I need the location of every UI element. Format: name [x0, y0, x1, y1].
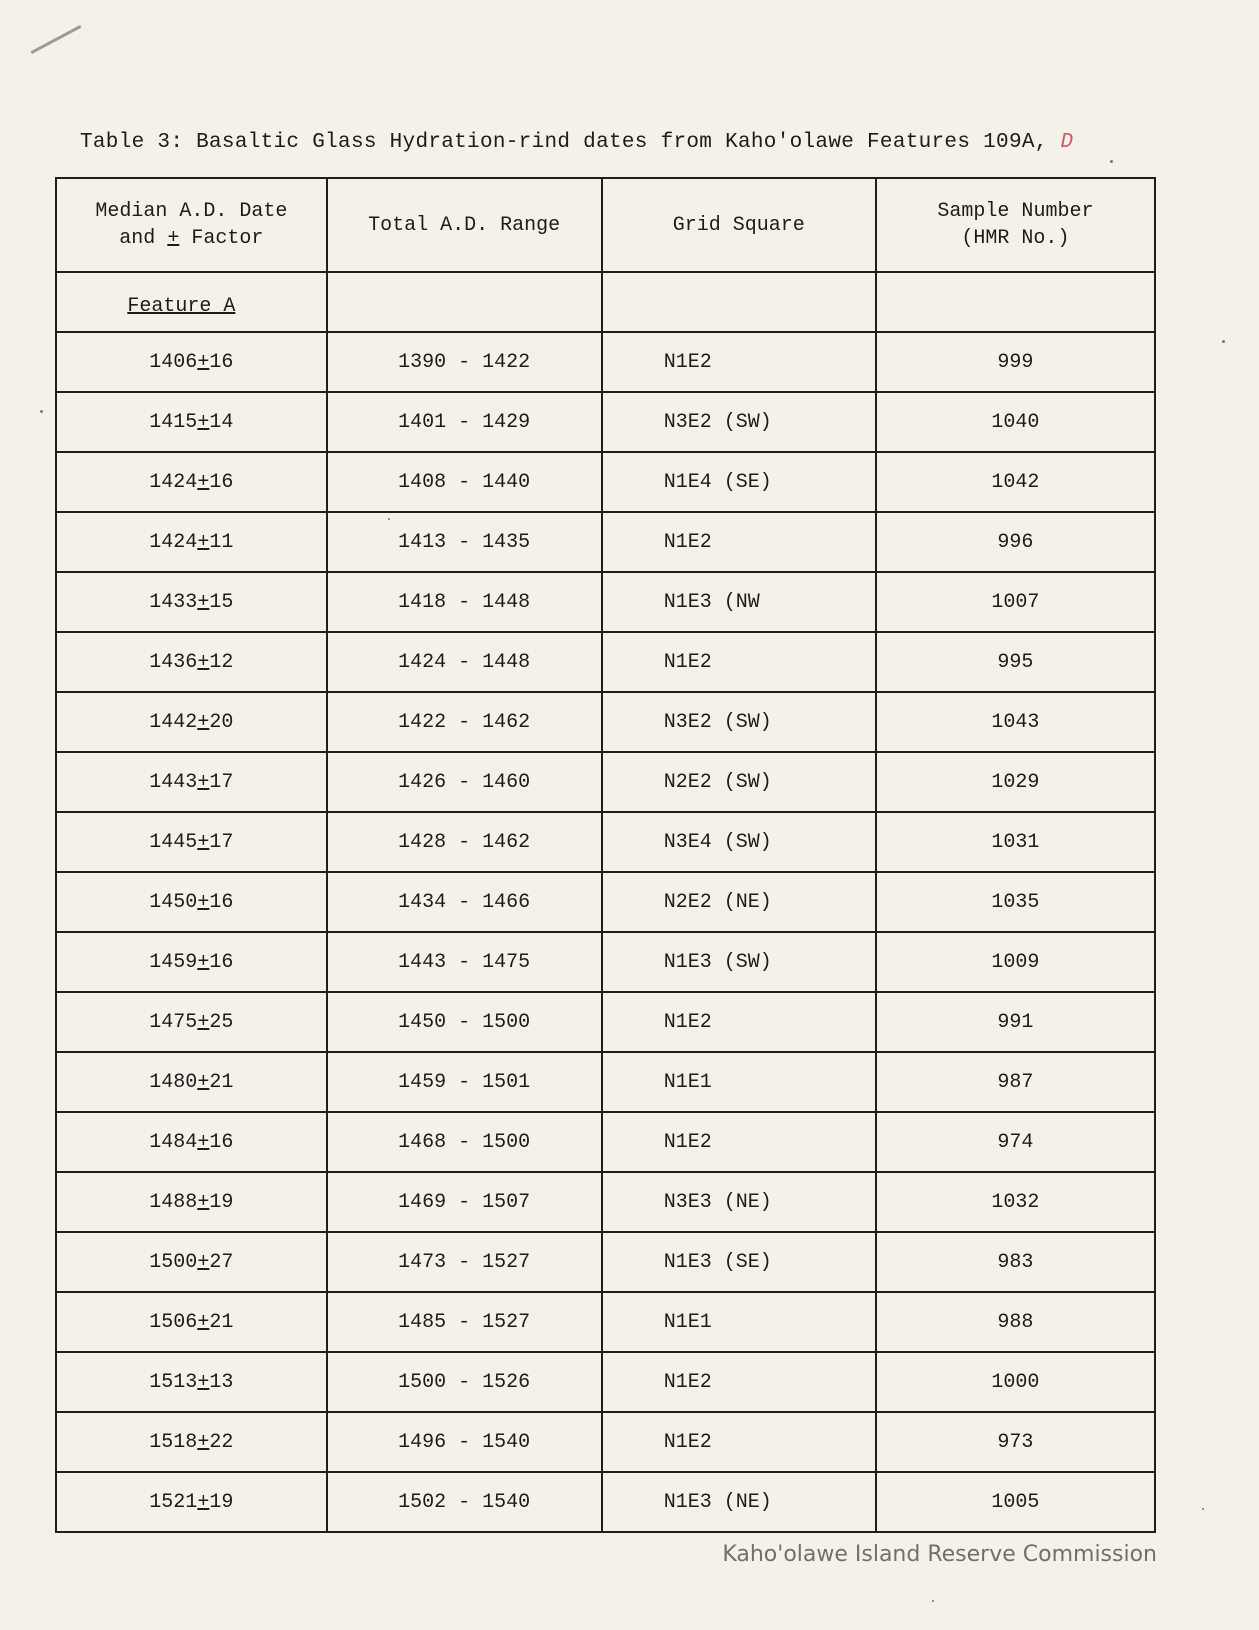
grid-square-cell	[602, 692, 876, 752]
total-range-cell: 1468 - 1500	[327, 1112, 602, 1172]
total-range-cell: 1401 - 1429	[327, 392, 602, 452]
total-range-cell: 1502 - 1540	[327, 1472, 602, 1532]
total-range-cell: 1422 - 1462	[327, 692, 602, 752]
median-date-cell	[56, 1052, 327, 1112]
factor-value: 16	[209, 890, 234, 914]
sample-number-cell: 1009	[876, 932, 1155, 992]
median-date-cell	[56, 992, 327, 1052]
median-date-cell	[56, 1292, 327, 1352]
table-row	[56, 1232, 1155, 1292]
plus-minus-symbol: +	[197, 1310, 210, 1334]
grid-square-value: N1E1	[663, 1070, 712, 1094]
hydration-dates-table	[55, 177, 1156, 1533]
grid-square-value: N1E3 (NE)	[663, 1490, 772, 1514]
median-value: 1445	[149, 830, 198, 854]
median-date-cell	[56, 332, 327, 392]
grid-square-value: N1E3 (SE)	[663, 1250, 772, 1274]
table-row	[56, 932, 1155, 992]
grid-square-cell	[602, 632, 876, 692]
factor-value: 17	[209, 830, 234, 854]
total-range-cell: 1418 - 1448	[327, 572, 602, 632]
plus-minus-symbol: +	[167, 227, 180, 250]
section-label-cell	[56, 272, 327, 332]
factor-value: 21	[209, 1070, 234, 1094]
factor-value: 15	[209, 590, 234, 614]
median-date-cell	[56, 1112, 327, 1172]
median-value: 1424	[149, 470, 198, 494]
table-row	[56, 1412, 1155, 1472]
section-empty-cell	[602, 272, 876, 332]
header-median-line1: Median A.D. Date	[95, 200, 288, 223]
section-empty-cell	[327, 272, 602, 332]
median-date-cell	[56, 1352, 327, 1412]
header-sample-number	[876, 178, 1155, 272]
header-median-date	[56, 178, 327, 272]
grid-square-cell	[602, 1112, 876, 1172]
median-value: 1424	[149, 530, 198, 554]
grid-square-cell	[602, 1232, 876, 1292]
table-row	[56, 1472, 1155, 1532]
factor-value: 11	[209, 530, 234, 554]
table-row	[56, 512, 1155, 572]
table-row	[56, 452, 1155, 512]
median-value: 1488	[149, 1190, 198, 1214]
factor-value: 17	[209, 770, 234, 794]
factor-value: 12	[209, 650, 234, 674]
median-date-cell	[56, 752, 327, 812]
median-value: 1500	[149, 1250, 198, 1274]
total-range-cell: 1390 - 1422	[327, 332, 602, 392]
sample-number-cell: 991	[876, 992, 1155, 1052]
grid-square-value: N1E3 (SW)	[663, 950, 772, 974]
table-caption	[80, 131, 1073, 154]
median-date-cell	[56, 1232, 327, 1292]
median-date-cell	[56, 572, 327, 632]
section-empty-cell	[876, 272, 1155, 332]
median-date-cell	[56, 632, 327, 692]
median-date-cell	[56, 1172, 327, 1232]
factor-value: 14	[209, 410, 234, 434]
grid-square-cell	[602, 752, 876, 812]
grid-square-cell	[602, 992, 876, 1052]
median-value: 1506	[149, 1310, 198, 1334]
sample-number-cell: 1040	[876, 392, 1155, 452]
median-date-cell	[56, 1472, 327, 1532]
total-range-cell: 1428 - 1462	[327, 812, 602, 872]
median-value: 1518	[149, 1430, 198, 1454]
total-range-cell: 1424 - 1448	[327, 632, 602, 692]
sample-number-cell: 987	[876, 1052, 1155, 1112]
plus-minus-symbol: +	[197, 890, 210, 914]
grid-square-cell	[602, 1292, 876, 1352]
header-row	[56, 178, 1155, 272]
total-range-cell: 1459 - 1501	[327, 1052, 602, 1112]
median-date-cell	[56, 932, 327, 992]
factor-value: 22	[209, 1430, 234, 1454]
grid-square-cell	[602, 512, 876, 572]
median-date-cell	[56, 812, 327, 872]
grid-square-cell	[602, 1412, 876, 1472]
median-date-cell	[56, 392, 327, 452]
grid-square-value: N1E3 (NW	[663, 590, 760, 614]
sample-number-cell: 1031	[876, 812, 1155, 872]
table-row	[56, 632, 1155, 692]
total-range-cell: 1469 - 1507	[327, 1172, 602, 1232]
grid-square-cell	[602, 1172, 876, 1232]
median-value: 1442	[149, 710, 198, 734]
sample-number-cell: 1005	[876, 1472, 1155, 1532]
total-range-cell: 1500 - 1526	[327, 1352, 602, 1412]
median-value: 1443	[149, 770, 198, 794]
total-range-cell: 1408 - 1440	[327, 452, 602, 512]
grid-square-cell	[602, 1472, 876, 1532]
median-value: 1406	[149, 350, 198, 374]
total-range-cell: 1450 - 1500	[327, 992, 602, 1052]
grid-square-value: N3E2 (SW)	[663, 410, 772, 434]
grid-square-value: N1E2	[663, 650, 712, 674]
total-range-cell: 1485 - 1527	[327, 1292, 602, 1352]
factor-value: 27	[209, 1250, 234, 1274]
factor-value: 16	[209, 1130, 234, 1154]
paper-speck	[1202, 1508, 1204, 1510]
grid-square-value: N2E2 (NE)	[663, 890, 772, 914]
table-row	[56, 1172, 1155, 1232]
total-range-cell: 1473 - 1527	[327, 1232, 602, 1292]
section-label: Feature A	[127, 294, 236, 318]
median-date-cell	[56, 452, 327, 512]
paper-speck	[1110, 160, 1113, 163]
plus-minus-symbol: +	[197, 1370, 210, 1394]
plus-minus-symbol: +	[197, 1010, 210, 1034]
median-value: 1436	[149, 650, 198, 674]
table-row	[56, 1052, 1155, 1112]
table-row	[56, 992, 1155, 1052]
grid-square-value: N1E2	[663, 530, 712, 554]
paper-speck	[932, 1600, 934, 1602]
median-value: 1433	[149, 590, 198, 614]
grid-square-cell	[602, 932, 876, 992]
table-row	[56, 332, 1155, 392]
median-value: 1475	[149, 1010, 198, 1034]
median-date-cell	[56, 692, 327, 752]
plus-minus-symbol: +	[197, 1430, 210, 1454]
paper-speck	[1222, 340, 1225, 343]
plus-minus-symbol: +	[197, 710, 210, 734]
header-grid-square: Grid Square	[602, 178, 876, 272]
grid-square-value: N1E2	[663, 1130, 712, 1154]
grid-square-value: N1E2	[663, 350, 712, 374]
header-median-line2-suffix: Factor	[179, 227, 264, 250]
plus-minus-symbol: +	[197, 470, 210, 494]
plus-minus-symbol: +	[197, 1490, 210, 1514]
factor-value: 16	[209, 350, 234, 374]
table-row	[56, 1352, 1155, 1412]
header-total-range: Total A.D. Range	[327, 178, 602, 272]
plus-minus-symbol: +	[197, 1190, 210, 1214]
grid-square-cell	[602, 1352, 876, 1412]
grid-square-value: N3E2 (SW)	[663, 710, 772, 734]
grid-square-value: N3E3 (NE)	[663, 1190, 772, 1214]
total-range-cell: 1443 - 1475	[327, 932, 602, 992]
sample-number-cell: 988	[876, 1292, 1155, 1352]
sample-number-cell: 973	[876, 1412, 1155, 1472]
grid-square-value: N3E4 (SW)	[663, 830, 772, 854]
plus-minus-symbol: +	[197, 350, 210, 374]
grid-square-cell	[602, 812, 876, 872]
handwritten-mark: D	[1047, 131, 1074, 154]
factor-value: 13	[209, 1370, 234, 1394]
factor-value: 20	[209, 710, 234, 734]
section-row	[56, 272, 1155, 332]
grid-square-value: N1E2	[663, 1430, 712, 1454]
table-row	[56, 872, 1155, 932]
sample-number-cell: 995	[876, 632, 1155, 692]
table-row	[56, 572, 1155, 632]
sample-number-cell: 999	[876, 332, 1155, 392]
grid-square-cell	[602, 872, 876, 932]
median-value: 1480	[149, 1070, 198, 1094]
grid-square-value: N2E2 (SW)	[663, 770, 772, 794]
table-row	[56, 1112, 1155, 1172]
plus-minus-symbol: +	[197, 950, 210, 974]
table-row	[56, 392, 1155, 452]
total-range-cell: 1434 - 1466	[327, 872, 602, 932]
sample-number-cell: 1007	[876, 572, 1155, 632]
plus-minus-symbol: +	[197, 830, 210, 854]
sample-number-cell: 974	[876, 1112, 1155, 1172]
median-value: 1450	[149, 890, 198, 914]
plus-minus-symbol: +	[197, 410, 210, 434]
header-median-line2-prefix: and	[119, 227, 168, 250]
grid-square-cell	[602, 572, 876, 632]
factor-value: 19	[209, 1190, 234, 1214]
table-caption-text: Table 3: Basaltic Glass Hydration-rind dates from Kaho'olawe Features 109A,	[80, 131, 1048, 154]
table-row	[56, 752, 1155, 812]
archive-watermark: Kaho'olawe Island Reserve Commission	[722, 1542, 1157, 1567]
factor-value: 19	[209, 1490, 234, 1514]
factor-value: 16	[209, 470, 234, 494]
factor-value: 21	[209, 1310, 234, 1334]
sample-number-cell: 1029	[876, 752, 1155, 812]
plus-minus-symbol: +	[197, 1250, 210, 1274]
median-value: 1484	[149, 1130, 198, 1154]
median-value: 1513	[149, 1370, 198, 1394]
plus-minus-symbol: +	[197, 650, 210, 674]
table-row	[56, 1292, 1155, 1352]
grid-square-value: N1E2	[663, 1370, 712, 1394]
plus-minus-symbol: +	[197, 770, 210, 794]
plus-minus-symbol: +	[197, 1130, 210, 1154]
sample-number-cell: 1000	[876, 1352, 1155, 1412]
median-date-cell	[56, 512, 327, 572]
paper-speck	[40, 410, 43, 413]
paper-scratch	[31, 25, 82, 54]
header-sample-line1: Sample Number	[937, 200, 1094, 223]
total-range-cell: 1413 - 1435	[327, 512, 602, 572]
sample-number-cell: 996	[876, 512, 1155, 572]
plus-minus-symbol: +	[197, 1070, 210, 1094]
factor-value: 25	[209, 1010, 234, 1034]
table-row	[56, 692, 1155, 752]
grid-square-cell	[602, 332, 876, 392]
sample-number-cell: 1042	[876, 452, 1155, 512]
plus-minus-symbol: +	[197, 590, 210, 614]
sample-number-cell: 1035	[876, 872, 1155, 932]
factor-value: 16	[209, 950, 234, 974]
median-value: 1459	[149, 950, 198, 974]
total-range-cell: 1496 - 1540	[327, 1412, 602, 1472]
sample-number-cell: 1043	[876, 692, 1155, 752]
median-value: 1415	[149, 410, 198, 434]
median-value: 1521	[149, 1490, 198, 1514]
table-row	[56, 812, 1155, 872]
median-date-cell	[56, 872, 327, 932]
grid-square-value: N1E1	[663, 1310, 712, 1334]
median-date-cell	[56, 1412, 327, 1472]
grid-square-value: N1E2	[663, 1010, 712, 1034]
grid-square-cell	[602, 452, 876, 512]
grid-square-cell	[602, 1052, 876, 1112]
header-sample-line2: (HMR No.)	[961, 227, 1070, 250]
total-range-cell: 1426 - 1460	[327, 752, 602, 812]
sample-number-cell: 1032	[876, 1172, 1155, 1232]
sample-number-cell: 983	[876, 1232, 1155, 1292]
paper-speck	[388, 518, 390, 520]
grid-square-value: N1E4 (SE)	[663, 470, 772, 494]
grid-square-cell	[602, 392, 876, 452]
plus-minus-symbol: +	[197, 530, 210, 554]
